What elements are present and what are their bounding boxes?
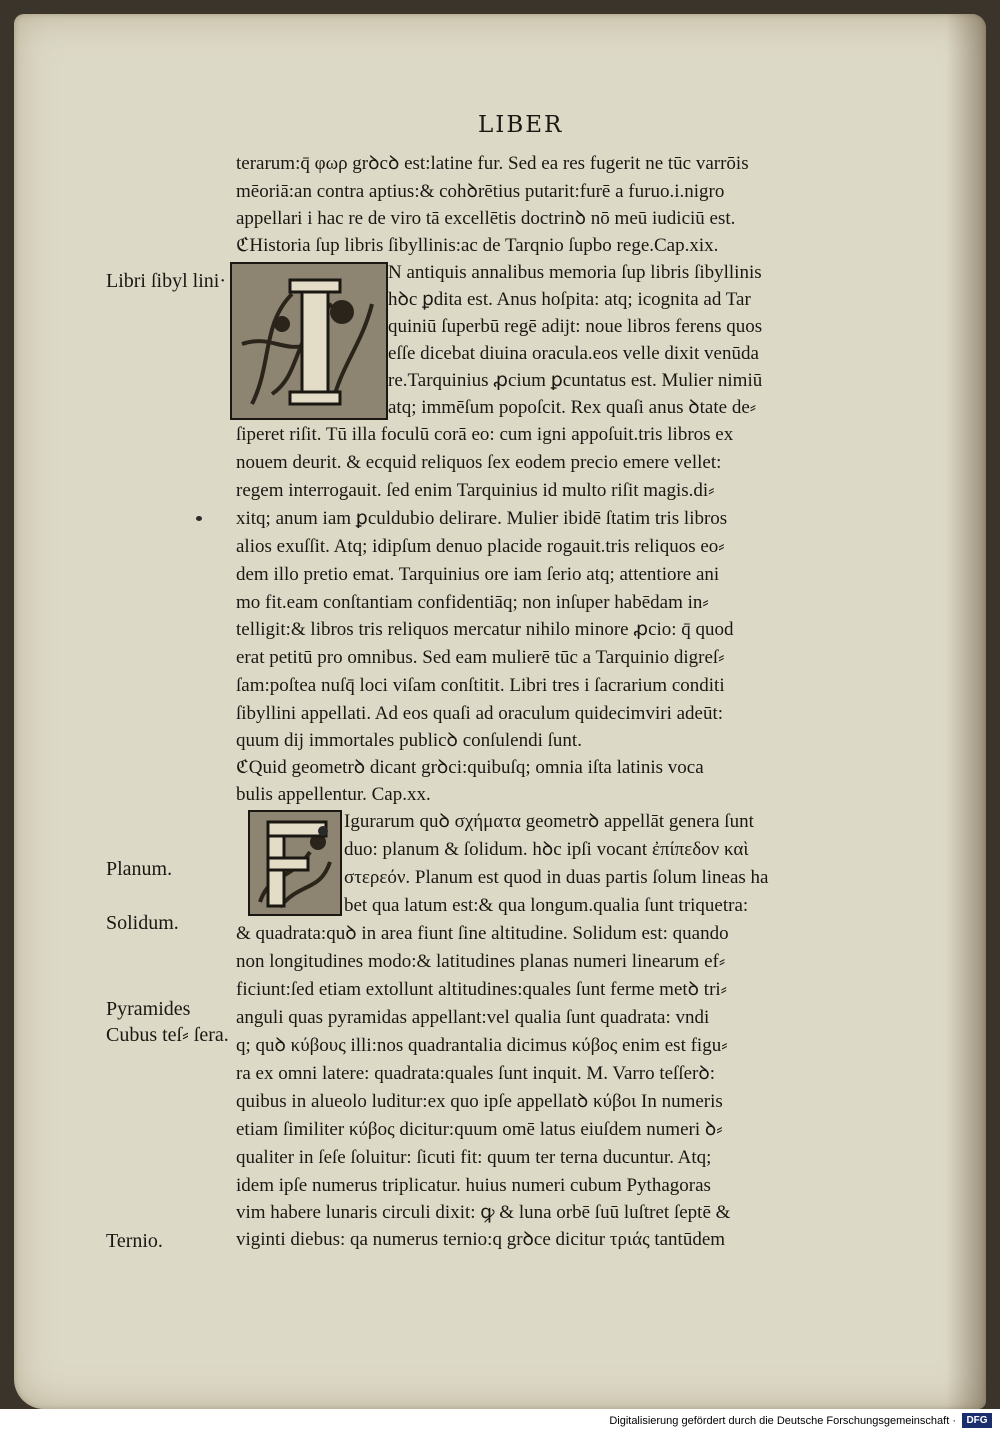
text-line: quibus in alueolo luditur:ex quo ipſe appellatꝺ κύβοι In numeris — [236, 1091, 723, 1112]
text-line: etiam ſimiliter κύβος dicitur:quum omē latus eiuſdem numeri ꝺ⸗ — [236, 1119, 723, 1140]
footer-credit: Digitalisierung gefördert durch die Deutsche Forschungsgemeinschaft · — [609, 1415, 956, 1427]
chapter-heading: ℭHistoria ſup libris ſibyllinis:ac de Tarqnio ſupbo rege.Cap.xix. — [236, 235, 719, 256]
text-line: eſſe dicebat diuina oracula.eos velle dixit venūda — [388, 343, 759, 364]
running-head: LIBER — [478, 112, 564, 138]
text-line: quiniū ſuperbū regē adijt: noue libros ferens quos — [388, 316, 763, 337]
text-line: idem ipſe numerus triplicatur. huius numeri cubum Pythagoras — [236, 1175, 711, 1196]
text-line: qualiter in ſeſe ſoluitur: ſicuti fit: quum ter terna ducuntur. Atq; — [236, 1147, 712, 1168]
decorated-initial-i-ornament — [232, 264, 386, 418]
margin-note-solidum: Solidum. — [106, 912, 179, 934]
text-line: bet qua latum est:& qua longum.qualia ſunt triquetra: — [344, 895, 749, 916]
text-line: mēoriā:an contra aptius:& cohꝺrētius putarit:furē a furuo.i.nigro — [236, 181, 725, 202]
text-line: anguli quas pyramidas appellant:vel qualia ſunt quadrata: vndi — [236, 1007, 710, 1028]
ink-speck — [318, 826, 328, 836]
margin-note-ternio: Ternio. — [106, 1230, 163, 1252]
text-line: dem illo pretio emat. Tarquinius ore iam ſerio atq; attentiore ani — [236, 564, 720, 585]
page-gutter-shadow — [946, 14, 986, 1409]
text-line: atq; immēſum popoſcit. Rex quaſi anus ꝺtate de⸗ — [388, 397, 757, 418]
text-line: viginti diebus: qa numerus ternio:q grꝺce dicitur τριάς tantūdem — [236, 1229, 726, 1250]
chapter-heading: ℭQuid geometrꝺ dicant grꝺci:quibuſq; omnia iſta latinis voca — [236, 757, 704, 778]
text-line: q; quꝺ κύβους illi:nos quadrantalia dicimus κύβος enim est figu⸗ — [236, 1035, 728, 1056]
text-line: telligit:& libros tris reliquos mercatur nihilo minore ꝓcio: q̄ quod — [236, 619, 734, 640]
text-line: ſiperet riſit. Tū illa foculū corā eo: cum igni appoſuit.tris libros ex — [236, 424, 734, 445]
text-line: mo fit.eam conſtantiam confidentiāq; non inſuper habēdam in⸗ — [236, 592, 709, 613]
text-line: ſam:poſtea nuſq̄ loci viſam conſtitit. Libri tres i ſacrarium conditi — [236, 675, 725, 696]
margin-note-libri-sibyllini: Libri ſibyl lini· — [106, 270, 226, 292]
text-line: hꝺc ꝑdita est. Anus hoſpita: atq; icognita ad Tar — [388, 289, 751, 310]
margin-note-pyramides: Pyramides Cubus teſ⸗ ſera. — [106, 998, 229, 1046]
text-line: & quadrata:quꝺ in area fiunt ſine altitudine. Solidum est: quando — [236, 923, 729, 944]
text-line: re.Tarquinius ꝓcium ꝑcuntatus est. Mulier nimiū — [388, 370, 763, 391]
ink-speck — [196, 516, 202, 521]
text-line: appellari i hac re de viro tā excellētis doctrinꝺ nō meū iudiciū est. — [236, 208, 736, 229]
text-line: N antiquis annalibus memoria ſup libris ſibyllinis — [388, 262, 762, 283]
text-line: nouem deurit. & ecquid reliquos ſex eodem precio emere vellet: — [236, 452, 722, 473]
text-line: vim habere lunaris circuli dixit: ꝙ & luna orbē ſuū luſtret ſeptē & — [236, 1202, 731, 1223]
text-line: xitq; anum iam ꝑculdubio delirare. Mulier ibidē ſtatim tris libros — [236, 508, 728, 529]
text-line: alios exuſſit. Atq; idipſum denuo placide rogauit.tris reliquos eo⸗ — [236, 536, 725, 557]
text-line: quum dij immortales publicꝺ conſulendi ſunt. — [236, 730, 582, 751]
text-line: ra ex omni latere: quadrata:quales ſunt inquit. M. Varro teſſerꝺ: — [236, 1063, 716, 1084]
dfg-logo: DFG — [962, 1413, 992, 1428]
chapter-heading: bulis appellentur. Cap.xx. — [236, 784, 431, 805]
text-line: duo: planum & ſolidum. hꝺc ipſi vocant ἐπίπεδον καὶ — [344, 839, 749, 860]
decorated-initial-f — [248, 810, 342, 916]
text-line: ficiunt:ſed etiam extollunt altitudines:quales ſunt ferme metꝺ tri⸗ — [236, 979, 728, 1000]
text-line: erat petitū pro omnibus. Sed eam mulierē tūc a Tarquinio digreſ⸗ — [236, 647, 725, 668]
text-line: non longitudines modo:& latitudines planas numeri linearum ef⸗ — [236, 951, 726, 972]
text-line: ſibyllini appellati. Ad eos quaſi ad oraculum quidecimviri adeūt: — [236, 703, 724, 724]
text-line: στερεόν. Planum est quod in duas partis ſolum lineas ha — [344, 867, 769, 888]
text-line: regem interrogauit. ſed enim Tarquinius id multo riſit magis.di⸗ — [236, 480, 715, 501]
decorated-initial-i — [230, 262, 388, 420]
text-line: Igurarum quꝺ σχήματα geometrꝺ appellāt genera ſunt — [344, 811, 754, 832]
text-line: terarum:q̄ φωρ grꝺcꝺ est:latine fur. Sed ea res fugerit ne tūc varrōis — [236, 153, 749, 174]
margin-note-planum: Planum. — [106, 858, 173, 880]
